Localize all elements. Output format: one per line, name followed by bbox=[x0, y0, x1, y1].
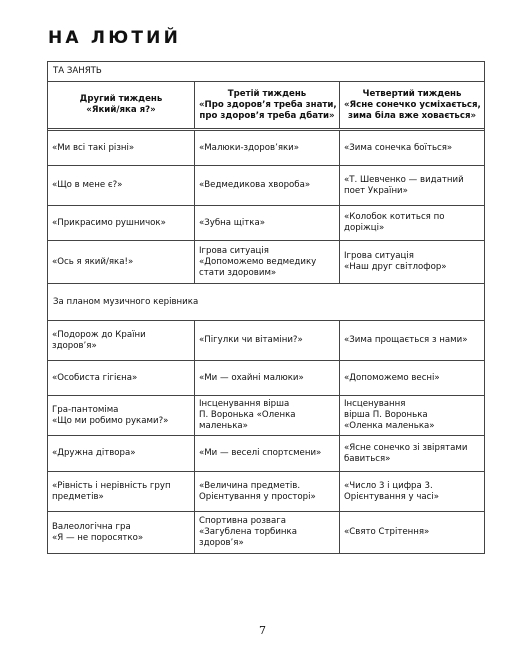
header-line: «Ясне сонечко усміхається, bbox=[344, 99, 481, 110]
cell-line: Гра-пантоміма bbox=[52, 404, 119, 415]
table-cell bbox=[340, 241, 485, 284]
header-line: «Про здоров’я треба знати, bbox=[199, 99, 337, 110]
table-cell bbox=[195, 361, 340, 396]
cell-line: «Пігулки чи вітаміни?» bbox=[199, 335, 303, 345]
cell-line: П. Воронька «Оленка bbox=[199, 410, 296, 420]
cell-line: «Оленка маленька» bbox=[344, 421, 435, 431]
table-cell bbox=[48, 396, 195, 436]
cell-line: «Число 3 і цифра 3. bbox=[344, 480, 433, 491]
cell-line: «Малюки-здоров’яки» bbox=[199, 142, 300, 153]
table-cell bbox=[48, 512, 195, 554]
cell-line: «Зима сонечка боїться» bbox=[344, 142, 453, 153]
table-row bbox=[48, 241, 485, 284]
cell-line: «Ми — веселі спортсмени» bbox=[199, 448, 322, 458]
music-note-row bbox=[48, 284, 485, 321]
cell-line: Спортивна розвага bbox=[199, 516, 286, 526]
header-line: Другий тиждень bbox=[79, 94, 163, 104]
table-cell bbox=[48, 166, 195, 206]
table-cell bbox=[195, 436, 340, 472]
table-row bbox=[48, 436, 485, 472]
cell-line: «Дружна дітвора» bbox=[52, 448, 136, 458]
header-line: про здоров’я треба дбати» bbox=[199, 110, 335, 121]
table-row bbox=[48, 206, 485, 241]
table-cell bbox=[48, 206, 195, 241]
table-row bbox=[48, 321, 485, 361]
table-cell bbox=[340, 472, 485, 512]
cell-line: поет України» bbox=[344, 185, 408, 196]
cell-line: «Ведмедикова хвороба» bbox=[199, 180, 311, 190]
header-week-4 bbox=[340, 82, 485, 129]
table-row bbox=[48, 131, 485, 166]
activities-table bbox=[47, 61, 485, 554]
cell-line: «Ми — охайні малюки» bbox=[199, 372, 304, 383]
table-title-row bbox=[48, 62, 485, 82]
cell-line: «Що в мене є?» bbox=[52, 180, 123, 190]
cell-line: «Свято Стрітення» bbox=[344, 527, 430, 537]
cell-line: Ігрова ситуація bbox=[344, 251, 414, 261]
table-cell bbox=[48, 321, 195, 361]
cell-line: «Подорож до Країни bbox=[52, 329, 146, 340]
table-row bbox=[48, 472, 485, 512]
table-cell bbox=[195, 206, 340, 241]
table-cell bbox=[48, 241, 195, 284]
cell-line: стати здоровим» bbox=[199, 267, 277, 278]
table-cell bbox=[340, 361, 485, 396]
cell-line: «Прикрасимо рушничок» bbox=[52, 217, 166, 228]
cell-line: «Допоможемо ведмедику bbox=[199, 256, 317, 267]
table-cell bbox=[340, 436, 485, 472]
group-2 bbox=[48, 321, 485, 554]
table-cell bbox=[48, 472, 195, 512]
table-cell bbox=[195, 166, 340, 206]
cell-line: Інсценування вірша bbox=[199, 399, 290, 409]
table-cell bbox=[340, 396, 485, 436]
cell-line: предметів» bbox=[52, 491, 104, 502]
header-line: зима біла вже ховається» bbox=[347, 110, 477, 121]
header-week-3 bbox=[195, 82, 340, 129]
header-week-2 bbox=[48, 82, 195, 129]
table-cell bbox=[340, 166, 485, 206]
cell-line: вірша П. Воронька bbox=[344, 410, 428, 420]
cell-line: Орієнтування у просторі» bbox=[199, 491, 316, 502]
table-row bbox=[48, 166, 485, 206]
cell-line: «Загублена торбинка bbox=[199, 527, 298, 537]
cell-line: Інсценування bbox=[344, 399, 406, 409]
cell-line: «Рівність і нерівність груп bbox=[52, 480, 171, 491]
table-row bbox=[48, 396, 485, 436]
table-title: ТА ЗАНЯТЬ bbox=[48, 62, 485, 82]
cell-line: доріжці» bbox=[344, 223, 385, 233]
table-cell bbox=[195, 131, 340, 166]
header-line: Четвертий тиждень bbox=[362, 88, 462, 99]
page-number: 7 bbox=[259, 624, 266, 637]
table-cell bbox=[195, 241, 340, 284]
table-cell bbox=[195, 321, 340, 361]
table-row bbox=[48, 512, 485, 554]
cell-line: «Зубна щітка» bbox=[199, 217, 265, 228]
table-cell bbox=[195, 472, 340, 512]
header-line: «Який/яка я?» bbox=[86, 105, 156, 115]
table-cell bbox=[48, 361, 195, 396]
table-row bbox=[48, 361, 485, 396]
cell-line: «Ясне сонечко зі звірятами bbox=[344, 442, 468, 453]
music-note: За планом музичного керівника bbox=[48, 284, 485, 321]
table-cell bbox=[340, 131, 485, 166]
cell-line: «Що ми робимо руками?» bbox=[52, 415, 169, 426]
cell-line: Орієнтування у часі» bbox=[344, 491, 440, 502]
cell-line: здоров’я» bbox=[52, 340, 97, 351]
cell-line: «Колобок котиться по bbox=[344, 212, 445, 222]
table-cell bbox=[340, 512, 485, 554]
cell-line: «Т. Шевченко — видатний bbox=[344, 174, 464, 185]
cell-line: маленька» bbox=[199, 421, 248, 431]
table-cell bbox=[340, 206, 485, 241]
cell-line: Валеологічна гра bbox=[52, 521, 131, 532]
cell-line: Ігрова ситуація bbox=[199, 245, 269, 256]
cell-line: «Ми всі такі різні» bbox=[52, 142, 135, 153]
table-cell bbox=[195, 396, 340, 436]
cell-line: бавиться» bbox=[344, 453, 391, 464]
group-1 bbox=[48, 131, 485, 284]
table-cell bbox=[340, 321, 485, 361]
page-heading: НА ЛЮТИЙ bbox=[48, 28, 182, 48]
cell-line: «Величина предметів. bbox=[199, 480, 301, 491]
table-cell bbox=[48, 436, 195, 472]
cell-line: здоров’я» bbox=[199, 538, 244, 548]
cell-line: «Наш друг світлофор» bbox=[344, 262, 447, 272]
cell-line: «Я — не поросятко» bbox=[52, 532, 144, 543]
cell-line: «Ось я який/яка!» bbox=[52, 256, 134, 267]
cell-line: «Особиста гігієна» bbox=[52, 372, 138, 383]
table-cell bbox=[48, 131, 195, 166]
cell-line: «Зима прощається з нами» bbox=[344, 335, 468, 345]
cell-line: «Допоможемо весні» bbox=[344, 372, 440, 383]
header-line: Третій тиждень bbox=[227, 88, 307, 99]
table-cell bbox=[195, 512, 340, 554]
header-row bbox=[48, 82, 485, 129]
